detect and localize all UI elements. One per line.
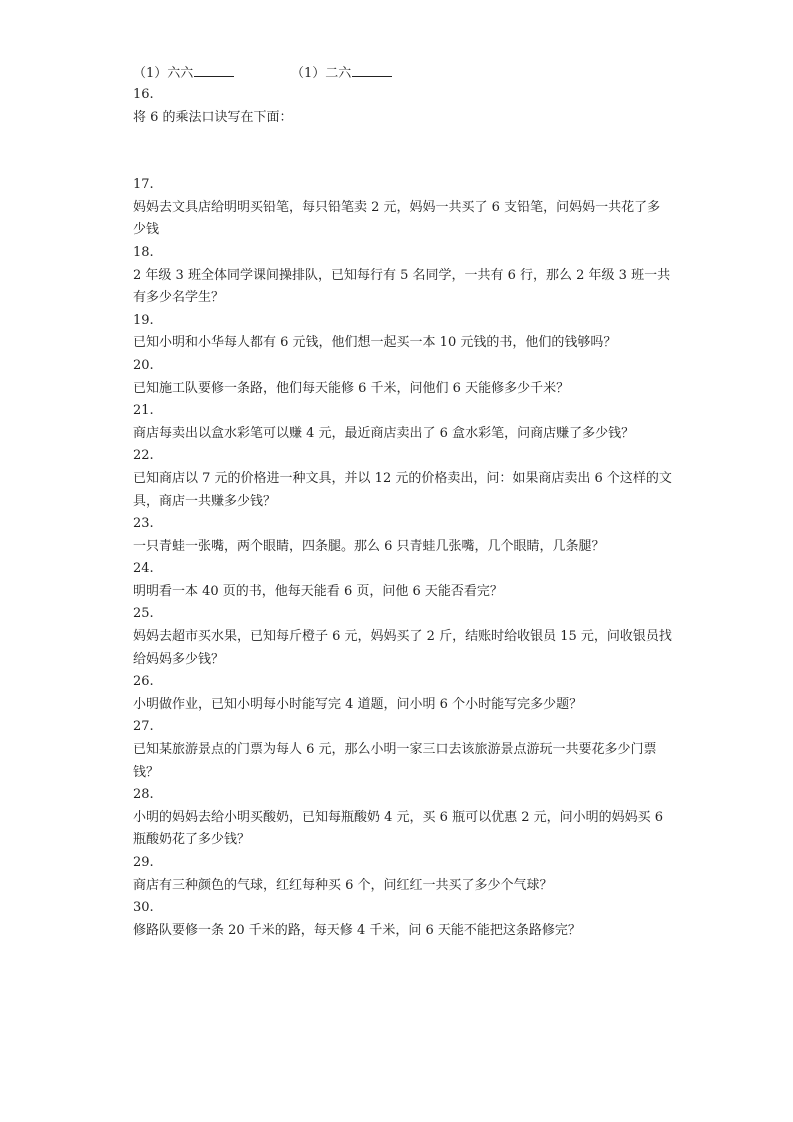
question-27	[133, 716, 673, 784]
fill-item-liuliu	[133, 62, 234, 86]
question-22	[133, 445, 673, 513]
question-number: 21.	[133, 403, 154, 419]
question-30	[133, 897, 673, 942]
question-text: 已知某旅游景点的门票为每人 6 元，那么小明一家三口去该旅游景点游玩一共要花多少门票钱？	[133, 742, 657, 780]
question-18	[133, 242, 673, 310]
question-text: 小明做作业，已知小明每小时能写完 4 道题，问小明 6 个小时能写完多少题？	[133, 696, 583, 712]
question-text: 已知施工队要修一条路，他们每天能修 6 千米，问他们 6 天能修多少千米？	[133, 380, 570, 396]
question-number: 24.	[133, 561, 154, 577]
question-number: 16.	[133, 87, 154, 102]
answer-blank[interactable]	[194, 62, 234, 77]
question-16	[133, 84, 673, 174]
question-23	[133, 513, 673, 558]
question-text: 已知小明和小华每人都有 6 元钱，他们想一起买一本 10 元钱的书，他们的钱够吗？	[133, 335, 617, 351]
question-number: 30.	[133, 900, 154, 916]
fill-item-erliu	[291, 62, 392, 86]
question-number: 29.	[133, 855, 154, 870]
question-number: 28.	[133, 787, 154, 803]
question-number: 26.	[133, 674, 154, 690]
fill-item-label: （1）二六	[291, 66, 352, 81]
question-number: 20.	[133, 357, 154, 373]
question-text: 商店有三种颜色的气球，红红每种买 6 个，问红红一共买了多少个气球？	[133, 877, 553, 893]
question-29	[133, 852, 673, 897]
question-number: 18.	[133, 244, 154, 260]
fill-item-label: （1）六六	[133, 66, 194, 81]
question-text: 已知商店以 7 元的价格进一种文具，并以 12 元的价格卖出，问：如果商店卖出 6 个这样的文具，商店一共赚多少钱？	[133, 470, 672, 509]
answer-blank[interactable]	[352, 62, 392, 77]
question-25	[133, 603, 673, 671]
question-21	[133, 400, 673, 445]
answer-space	[133, 129, 673, 174]
question-28	[133, 784, 673, 852]
question-number: 19.	[133, 312, 154, 328]
question-text: 小明的妈妈去给小明买酸奶，已知每瓶酸奶 4 元，买 6 瓶可以优惠 2 元，问小明的妈妈买 6 瓶酸奶花了多少钱？	[133, 809, 664, 848]
question-number: 25.	[133, 606, 154, 622]
question-text: 将 6 的乘法口诀写在下面：	[133, 109, 293, 125]
question-list	[133, 62, 673, 942]
question-19	[133, 310, 673, 355]
question-20	[133, 355, 673, 400]
question-text: 一只青蛙一张嘴，两个眼睛，四条腿。那么 6 只青蛙几张嘴，几个眼睛，几条腿？	[133, 538, 605, 554]
question-number: 27.	[133, 719, 154, 735]
question-text: 妈妈去超市买水果，已知每斤橙子 6 元，妈妈买了 2 斤，结账时给收银员 15 元，问收银员找给妈妈多少钱？	[133, 629, 672, 667]
question-text: 明明看一本 40 页的书，他每天能看 6 页，问他 6 天能否看完？	[133, 583, 503, 599]
question-number: 22.	[133, 448, 154, 464]
question-text: 2 年级 3 班全体同学课间操排队，已知每行有 5 名同学，一共有 6 行，那么 2 年级 3 班一共有多少名学生？	[133, 267, 671, 306]
question-17	[133, 174, 673, 242]
question-24	[133, 558, 673, 603]
fill-in-blank-row	[133, 62, 673, 84]
question-number: 23.	[133, 516, 154, 532]
question-26	[133, 671, 673, 716]
question-text: 修路队要修一条 20 千米的路，每天修 4 千米，问 6 天能不能把这条路修完？	[133, 922, 581, 938]
question-text: 妈妈去文具店给明明买铅笔，每只铅笔卖 2 元，妈妈一共买了 6 支铅笔，问妈妈一共花了多少钱	[133, 199, 661, 238]
question-number: 17.	[133, 177, 154, 193]
question-text: 商店每卖出以盒水彩笔可以赚 4 元，最近商店卖出了 6 盒水彩笔，问商店赚了多少钱？	[133, 425, 635, 441]
